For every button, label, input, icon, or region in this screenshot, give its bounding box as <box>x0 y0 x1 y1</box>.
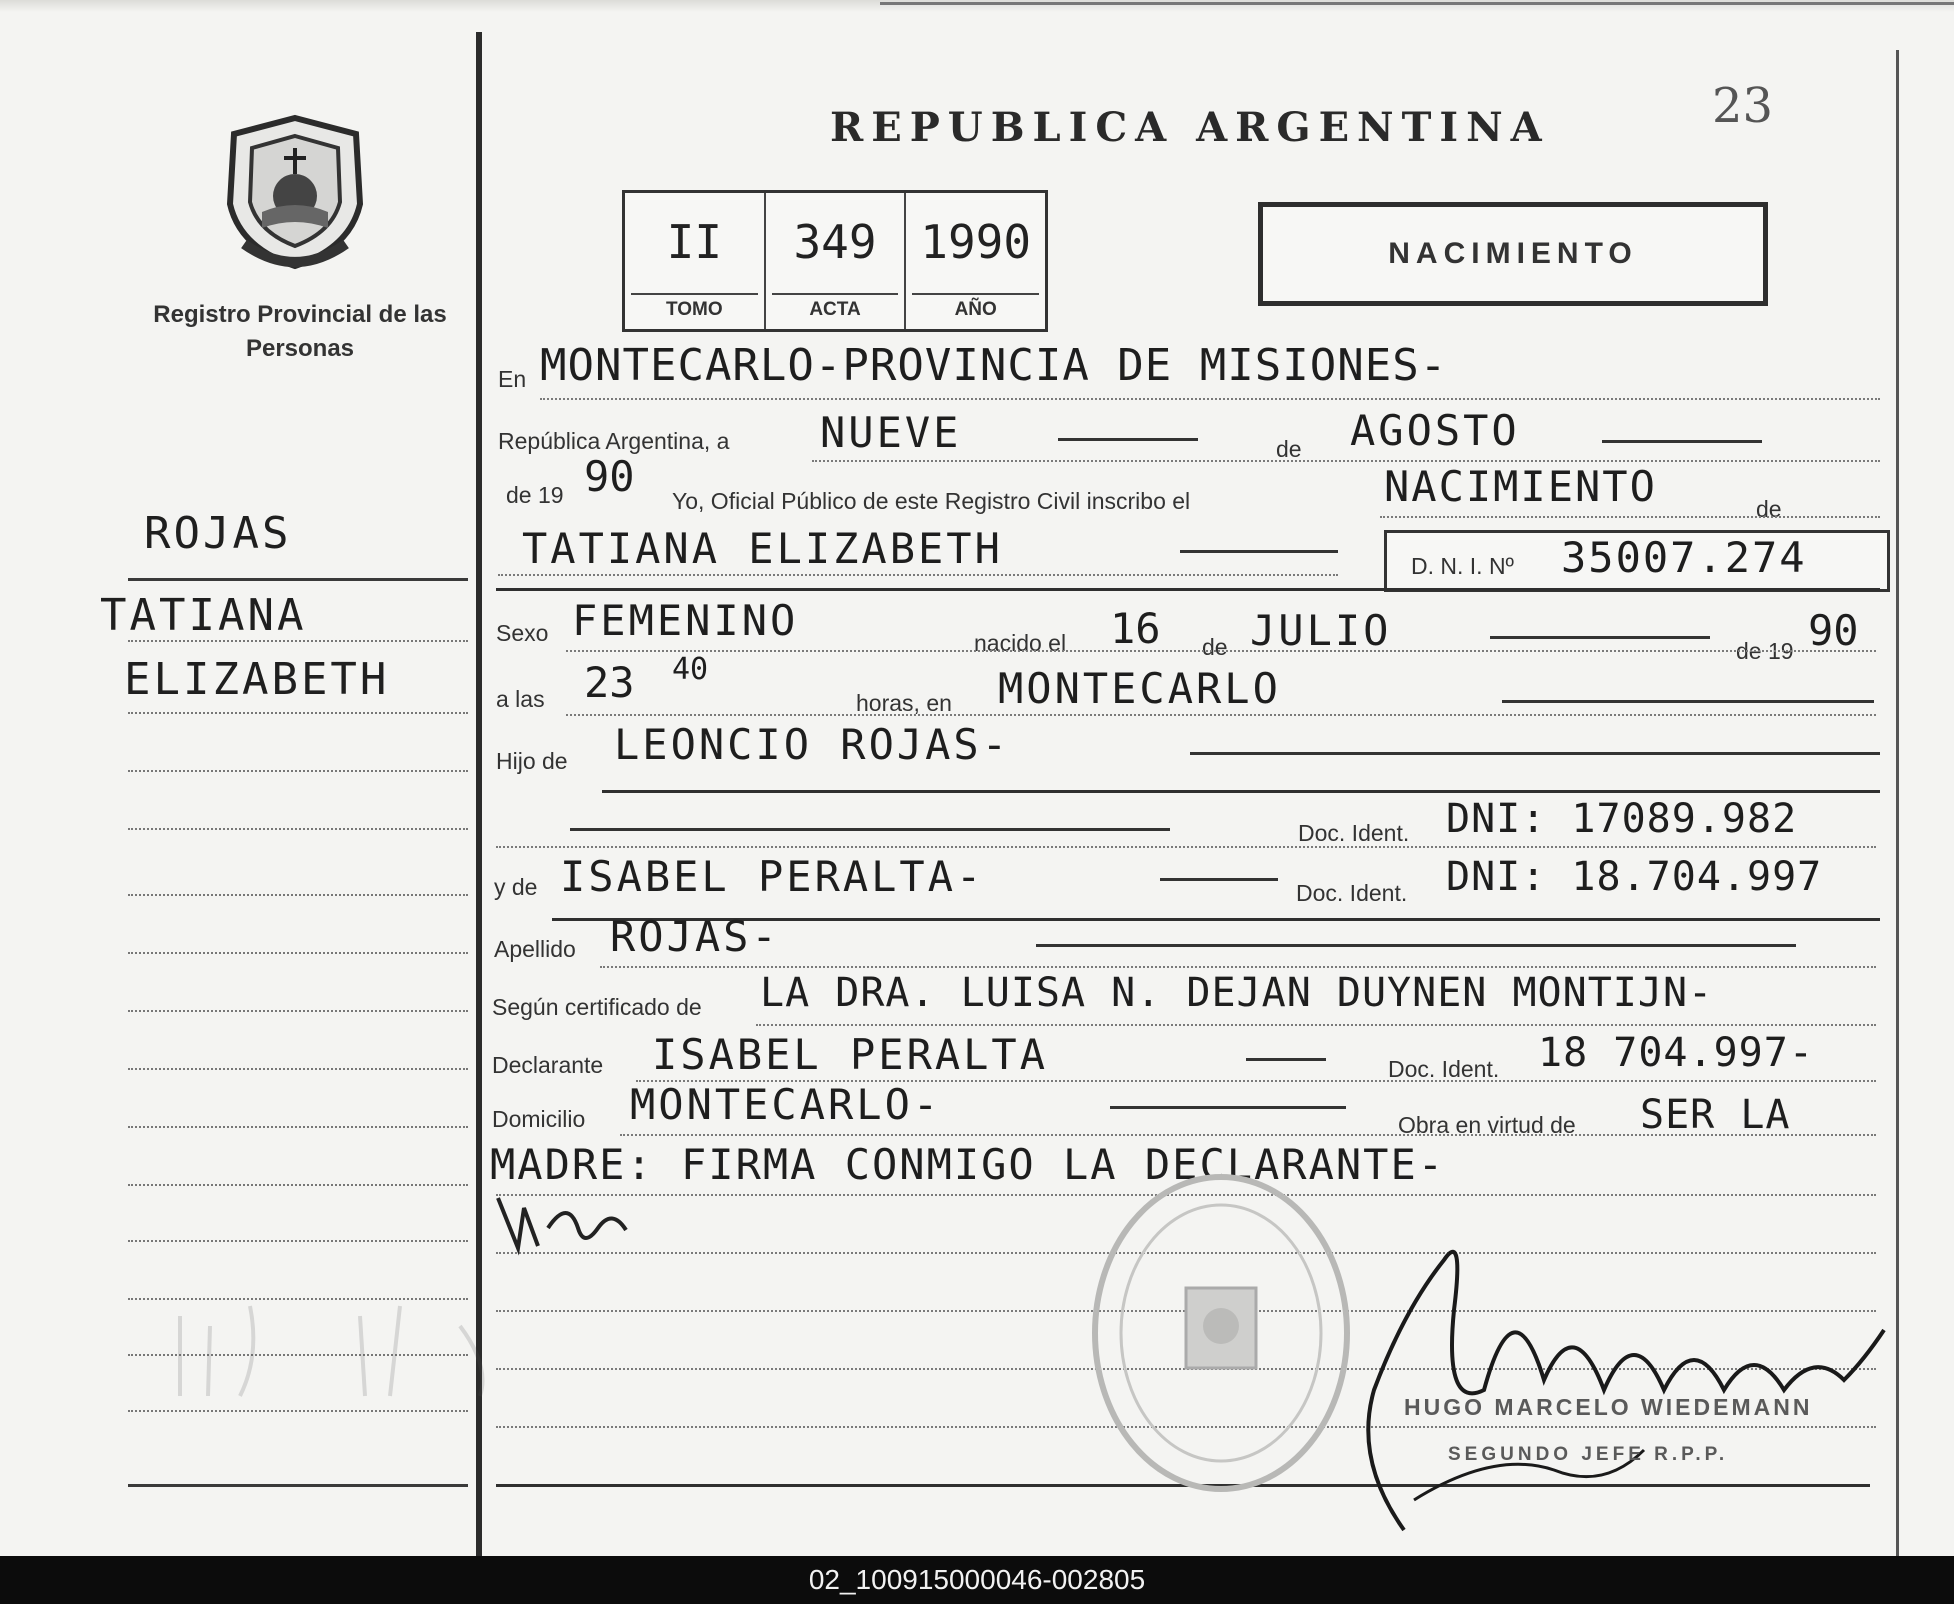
doc-ident-label-1: Doc. Ident. <box>1298 820 1410 846</box>
nacido-label: nacido el <box>974 630 1067 656</box>
domicile-value: MONTECARLO- <box>630 1080 942 1129</box>
domicilio-label: Domicilio <box>492 1106 586 1132</box>
de-19-label-2: de 19 <box>1736 638 1794 664</box>
dni-value: 35007.274 <box>1561 533 1807 582</box>
margin-given-name-1: TATIANA <box>100 590 307 641</box>
birth-month: JULIO <box>1250 606 1392 655</box>
acta-label: ACTA <box>772 293 899 321</box>
child-name: TATIANA ELIZABETH <box>522 524 1003 573</box>
registry-name: Registro Provincial de las Personas <box>153 301 447 362</box>
margin-dotted-line <box>128 1126 468 1128</box>
obra-en-virtud-label: Obra en virtud de <box>1398 1112 1576 1138</box>
doc-ident-label-2: Doc. Ident. <box>1296 880 1408 906</box>
registration-place: MONTECARLO-PROVINCIA DE MISIONES- <box>540 340 1448 391</box>
declarant-document: 18 704.997- <box>1538 1030 1814 1076</box>
fill-dash <box>1058 438 1198 441</box>
birth-place: MONTECARLO <box>998 664 1281 713</box>
segun-certificado-label: Según certificado de <box>492 994 702 1020</box>
anio-cell <box>906 193 1045 329</box>
birth-minute: 40 <box>672 652 709 687</box>
margin-dotted-line <box>128 1010 468 1012</box>
sex-value: FEMENINO <box>572 596 799 645</box>
country-title: REPUBLICA ARGENTINA <box>830 104 1550 151</box>
fill-dash <box>1160 878 1278 881</box>
reason-value: SER LA <box>1640 1092 1791 1138</box>
a-las-label: a las <box>496 686 545 712</box>
margin-dotted-line <box>128 770 468 772</box>
declarant-initials-signature <box>488 1188 638 1258</box>
horas-label: horas, en <box>856 690 952 716</box>
mother-document: DNI: 18.704.997 <box>1446 854 1823 900</box>
continuation-text: MADRE: FIRMA CONMIGO LA DECLARANTE- <box>490 1140 1446 1189</box>
fill-dash <box>1602 440 1762 443</box>
y-de-label: y de <box>494 874 538 900</box>
dotted-line <box>620 1134 1876 1136</box>
fill-dash <box>1502 700 1874 703</box>
declarant-name: ISABEL PERALTA <box>652 1030 1049 1079</box>
margin-given-name-2: ELIZABETH <box>124 654 390 705</box>
registration-year-suffix: 90 <box>584 452 635 501</box>
dotted-line <box>1380 516 1880 518</box>
dotted-line <box>566 650 1876 652</box>
section-rule <box>496 588 1880 591</box>
apellido-value: ROJAS- <box>610 912 780 961</box>
province-seal-logo <box>222 112 368 272</box>
registry-reference-box <box>622 190 1048 332</box>
officer-statement: Yo, Oficial Público de este Registro Civil inscribo el <box>672 488 1191 514</box>
fill-dash <box>1180 550 1338 553</box>
birth-hour: 23 <box>584 658 635 707</box>
dotted-line <box>498 574 1338 576</box>
dotted-line <box>496 846 1876 848</box>
acta-cell <box>766 193 907 329</box>
de-label: de <box>1276 436 1302 462</box>
hijo-label: Hijo de <box>496 748 568 774</box>
fill-dash <box>570 828 1170 831</box>
fill-dash <box>1490 636 1710 639</box>
certificate-issuer: LA DRA. LUISA N. DEJAN DUYNEN MONTIJN- <box>760 970 1714 1016</box>
margin-bottom-rule <box>128 1484 468 1487</box>
fill-dash <box>1246 1058 1326 1061</box>
fill-dash <box>1036 944 1796 947</box>
dotted-line <box>756 1024 1876 1026</box>
sexo-label: Sexo <box>496 620 549 646</box>
margin-dotted-line <box>128 952 468 954</box>
acta-value: 349 <box>793 215 877 269</box>
right-border-line <box>1896 50 1899 1556</box>
tomo-label: TOMO <box>631 293 758 321</box>
margin-dotted-line <box>128 894 468 896</box>
margin-rule <box>128 578 468 581</box>
margin-dotted-line <box>128 828 468 830</box>
anio-value: 1990 <box>920 215 1032 269</box>
tomo-cell <box>625 193 766 329</box>
margin-surname: ROJAS <box>144 508 292 559</box>
de-label-3: de <box>1202 634 1228 660</box>
dotted-line <box>566 714 1876 716</box>
dni-box <box>1384 530 1890 592</box>
margin-dotted-line <box>128 1240 468 1242</box>
declarante-label: Declarante <box>492 1052 604 1078</box>
official-round-stamp <box>1086 1168 1356 1498</box>
officer-name: HUGO MARCELO WIEDEMANN <box>1404 1394 1813 1420</box>
folio-number: 23 <box>1712 78 1774 134</box>
apellido-label: Apellido <box>494 936 576 962</box>
section-rule <box>602 790 1880 793</box>
margin-dotted-line <box>128 1068 468 1070</box>
mother-name: ISABEL PERALTA- <box>560 852 985 901</box>
father-name: LEONCIO ROJAS- <box>614 720 1011 769</box>
record-type-box: NACIMIENTO <box>1258 202 1768 306</box>
anio-label: AÑO <box>912 293 1039 321</box>
top-edge-line <box>880 2 1954 5</box>
de-label-2: de <box>1756 496 1782 522</box>
margin-dotted-line <box>128 712 468 714</box>
father-document: DNI: 17089.982 <box>1446 796 1798 842</box>
de-19-label: de 19 <box>506 482 564 508</box>
dotted-line <box>812 460 1880 462</box>
doc-ident-label-3: Doc. Ident. <box>1388 1056 1500 1082</box>
fill-dash <box>1190 752 1880 755</box>
birth-day: 16 <box>1110 604 1161 653</box>
dotted-line <box>600 966 1876 968</box>
margin-dotted-line <box>128 1410 468 1412</box>
registration-month: AGOSTO <box>1350 406 1520 455</box>
registration-day: NUEVE <box>820 408 962 457</box>
officer-role: SEGUNDO JEFE R.P.P. <box>1448 1444 1729 1465</box>
officer-signature <box>1344 1200 1894 1540</box>
act-kind: NACIMIENTO <box>1384 462 1657 511</box>
en-label: En <box>498 366 527 392</box>
margin-dotted-line <box>128 640 468 642</box>
tomo-value: II <box>666 215 723 269</box>
dni-label: D. N. I. Nº <box>1411 553 1514 579</box>
birth-year-suffix: 90 <box>1808 606 1859 655</box>
margin-dotted-line <box>128 1184 468 1186</box>
scan-id-footer: 02_100915000046-002805 <box>0 1556 1954 1604</box>
republica-label: República Argentina, a <box>498 428 730 454</box>
fill-dash <box>1110 1106 1346 1109</box>
faded-bleedthrough-marks <box>160 1296 590 1406</box>
dotted-line <box>540 398 1880 400</box>
